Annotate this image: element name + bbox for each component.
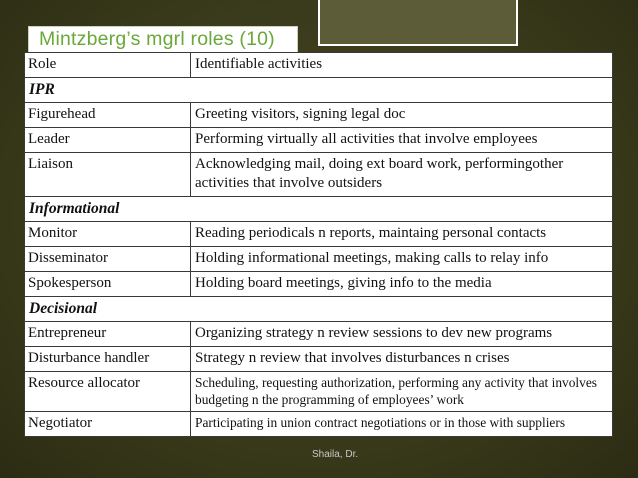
role-cell: Figurehead: [25, 103, 191, 128]
activity-cell: Performing virtually all activities that involve employees: [191, 128, 613, 153]
table-row: [25, 222, 613, 247]
section-row: [25, 297, 613, 322]
table-row: [25, 347, 613, 372]
activity-cell: Scheduling, requesting authorization, performing any activity that involves budgeting n the programming of employees’ work: [191, 372, 613, 412]
role-cell: Liaison: [25, 153, 191, 197]
table-row: [25, 372, 613, 412]
header-role: Role: [25, 53, 191, 78]
section-label: Informational: [25, 197, 613, 222]
slide-title: Mintzberg’s mgrl roles (10): [39, 28, 275, 50]
activity-cell: Greeting visitors, signing legal doc: [191, 103, 613, 128]
table-row: [25, 128, 613, 153]
table-row: [25, 153, 613, 197]
role-cell: Disseminator: [25, 247, 191, 272]
table-row: [25, 247, 613, 272]
activity-cell: Strategy n review that involves disturbances n crises: [191, 347, 613, 372]
activity-cell: Holding informational meetings, making calls to relay info: [191, 247, 613, 272]
role-cell: Monitor: [25, 222, 191, 247]
role-cell: Disturbance handler: [25, 347, 191, 372]
title-box: [28, 26, 298, 54]
table-row: [25, 412, 613, 437]
section-label: IPR: [25, 78, 613, 103]
role-cell: Leader: [25, 128, 191, 153]
role-cell: Entrepreneur: [25, 322, 191, 347]
table-row: [25, 272, 613, 297]
table-row: [25, 103, 613, 128]
role-cell: Spokesperson: [25, 272, 191, 297]
activity-cell: Acknowledging mail, doing ext board work, performingother activities that involve outsiders: [191, 153, 613, 197]
activity-cell: Participating in union contract negotiations or in those with suppliers: [191, 412, 613, 437]
header-activities: Identifiable activities: [191, 53, 613, 78]
activity-cell: Holding board meetings, giving info to the media: [191, 272, 613, 297]
role-cell: Negotiator: [25, 412, 191, 437]
watermark: Shaila, Dr.: [312, 449, 359, 460]
activity-cell: Organizing strategy n review sessions to dev new programs: [191, 322, 613, 347]
section-row: [25, 197, 613, 222]
table-header-row: [25, 53, 613, 78]
roles-table: [24, 52, 613, 437]
section-label: Decisional: [25, 297, 613, 322]
table-row: [25, 322, 613, 347]
decorative-box: [318, 0, 518, 46]
activity-cell: Reading periodicals n reports, maintaing personal contacts: [191, 222, 613, 247]
section-row: [25, 78, 613, 103]
role-cell: Resource allocator: [25, 372, 191, 412]
